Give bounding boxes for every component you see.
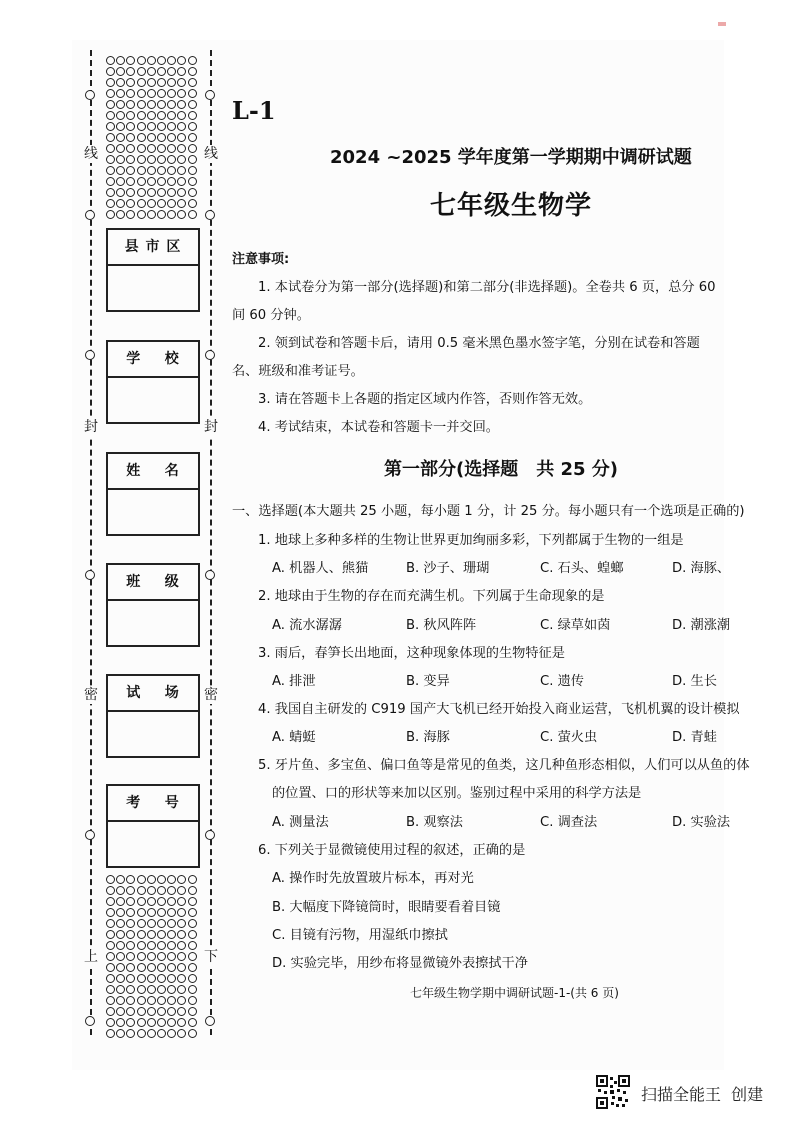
field-label: 县 市 区: [108, 230, 198, 266]
option: D. 青蛙: [672, 730, 717, 745]
field-label: 学 校: [108, 342, 198, 378]
page-footer: 七年级生物学期中调研试题-1-(共 6 页): [410, 986, 619, 1000]
question-stem: 6. 下列关于显微镜使用过程的叙述，正确的是: [258, 843, 526, 858]
option: A. 测量法: [272, 815, 329, 830]
option: B. 观察法: [406, 815, 463, 830]
field-label: 姓 名: [108, 454, 198, 490]
option: B. 沙子、珊瑚: [406, 561, 490, 576]
notice-line: 名、班级和准考证号。: [232, 364, 364, 379]
option: C. 目镜有污物，用湿纸巾擦拭: [272, 928, 448, 943]
field-label: 试 场: [108, 676, 198, 712]
notice-line: 4. 考试结束，本试卷和答题卡一并交回。: [258, 420, 499, 435]
field-label: 班 级: [108, 565, 198, 601]
seal-char: 密: [201, 686, 221, 704]
question-stem-cont: 的位置、口的形状等来加以区别。鉴别过程中采用的科学方法是: [272, 786, 642, 801]
option: A. 操作时先放置玻片标本，再对光: [272, 871, 474, 886]
option: C. 石头、蝗螂: [540, 561, 624, 576]
option: B. 大幅度下降镜筒时，眼睛要看着目镜: [272, 900, 501, 915]
question-stem: 3. 雨后，春笋长出地面，这种现象体现的生物特征是: [258, 646, 565, 661]
notice-heading: 注意事项:: [232, 252, 290, 267]
option: A. 机器人、熊猫: [272, 561, 369, 576]
option: A. 流水潺潺: [272, 618, 342, 633]
option: C. 萤火虫: [540, 730, 598, 745]
question-stem: 4. 我国自主研发的 C919 国产大飞机已经开始投入商业运营，飞机机翼的设计模拟: [258, 702, 740, 717]
notice-line: 3. 请在答题卡上各题的指定区域内作答，否则作答无效。: [258, 392, 592, 407]
qr-code-icon: [596, 1075, 630, 1109]
paper-code: L-1: [232, 96, 276, 125]
option: D. 海豚、: [672, 561, 731, 576]
question-stem: 5. 牙片鱼、多宝鱼、偏口鱼等是常见的鱼类，这几种鱼形态相似，人们可以从鱼的体: [258, 758, 750, 773]
option: B. 秋风阵阵: [406, 618, 477, 633]
notice-line: 1. 本试卷分为第一部分(选择题)和第二部分(非选择题)。全卷共 6 页，总分 60: [258, 280, 716, 295]
seal-char: 线: [81, 145, 101, 163]
option: B. 海豚: [406, 730, 450, 745]
seal-char: 下: [201, 948, 221, 966]
notice-line: 间 60 分钟。: [232, 308, 310, 323]
option: C. 调查法: [540, 815, 598, 830]
notice-line: 2. 领到试卷和答题卡后，请用 0.5 毫米黑色墨水签字笔，分别在试卷和答题: [258, 336, 700, 351]
question-stem: 2. 地球由于生物的存在而充满生机。下列属于生命现象的是: [258, 589, 605, 604]
option: C. 绿草如茵: [540, 618, 611, 633]
seal-char: 封: [201, 418, 221, 436]
seal-char: 上: [81, 948, 101, 966]
option: B. 变异: [406, 674, 450, 689]
seal-char: 封: [81, 418, 101, 436]
question-stem: 1. 地球上多种多样的生物让世界更加绚丽多彩，下列都属于生物的一组是: [258, 533, 684, 548]
section-intro: 一、选择题(本大题共 25 小题，每小题 1 分，计 25 分。每小题只有一个选项是正确的): [232, 504, 745, 519]
subject-title: 七年级生物学: [430, 191, 593, 221]
option: D. 潮涨潮: [672, 618, 731, 633]
option: D. 生长: [672, 674, 717, 689]
option: A. 排泄: [272, 674, 316, 689]
seal-char: 线: [201, 145, 221, 163]
watermark-text: 扫描全能王 创建: [641, 1085, 764, 1104]
seal-char: 密: [81, 686, 101, 704]
option: D. 实验法: [672, 815, 731, 830]
section-title: 第一部分(选择题 共 25 分): [384, 459, 619, 480]
exam-title: 2024 ~2025 学年度第一学期期中调研试题: [330, 147, 692, 168]
option: D. 实验完毕，用纱布将显微镜外表擦拭干净: [272, 956, 528, 971]
option: A. 蜻蜓: [272, 730, 316, 745]
option: C. 遗传: [540, 674, 584, 689]
field-label: 考 号: [108, 786, 198, 822]
